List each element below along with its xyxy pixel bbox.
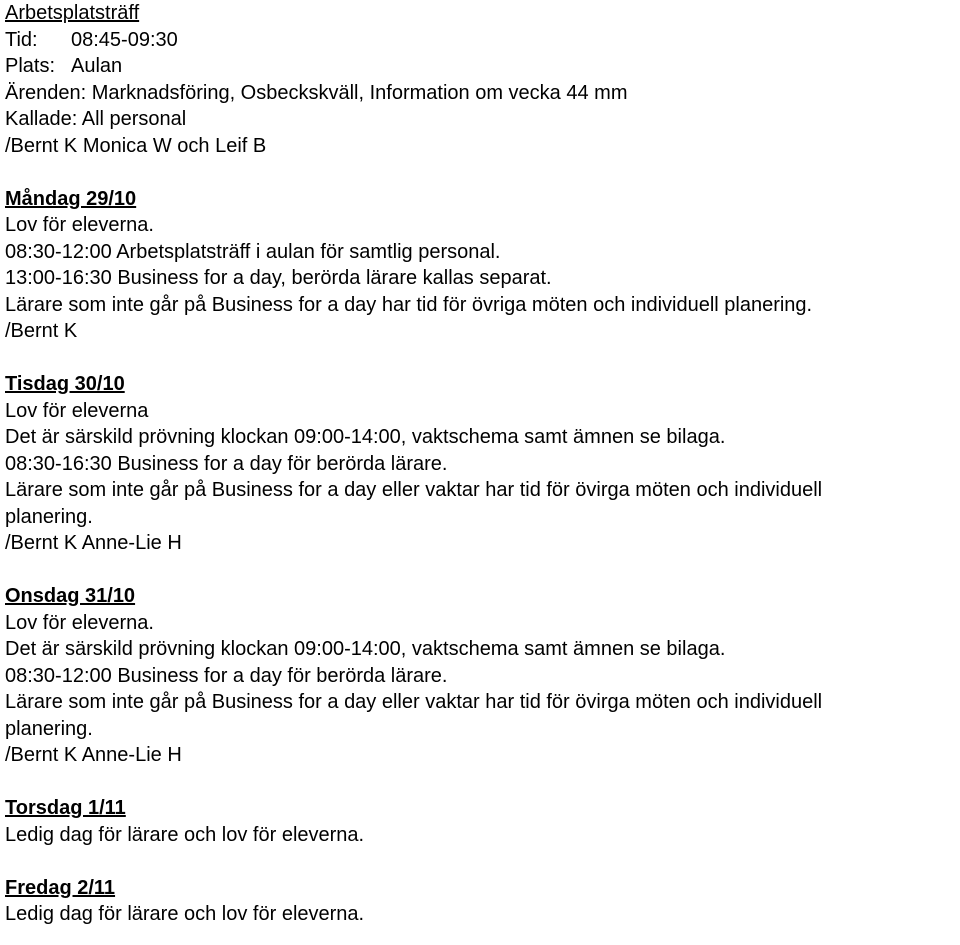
day-line: planering. (5, 505, 93, 528)
day-heading: Måndag 29/10 (5, 187, 137, 210)
day-line: Det är särskild prövning klockan 09:00-14:00, vaktschema samt ämnen se bilaga. (5, 638, 726, 660)
place-value: Aulan (71, 55, 123, 77)
time-label: Tid: (5, 28, 38, 51)
day-heading: Onsdag 31/10 (5, 585, 136, 607)
spacer (5, 848, 960, 875)
day-section-thursday (5, 795, 960, 848)
meeting-info-section (5, 0, 960, 159)
day-line: Lov för eleverna (5, 399, 149, 422)
spacer (5, 345, 960, 372)
meeting-place (5, 53, 960, 80)
day-line: 13:00-16:30 Business for a day, berörda lärare kallas separat. (5, 267, 552, 289)
day-signature: /Bernt K Anne-Lie H (5, 532, 182, 554)
day-signature: /Bernt K Anne-Lie H (5, 744, 182, 766)
meeting-time (5, 27, 960, 54)
day-section-friday (5, 875, 960, 928)
time-value: 08:45-09:30 (71, 28, 178, 51)
day-line: Ledig dag för lärare och lov för eleverna. (5, 823, 365, 846)
day-line: Lärare som inte går på Business for a day har tid för övriga möten och individuell planering. (5, 293, 813, 316)
day-line: Lov för eleverna. (5, 611, 154, 634)
day-line: Det är särskild prövning klockan 09:00-14:00, vaktschema samt ämnen se bilaga. (5, 426, 726, 448)
day-line: 08:30-16:30 Business for a day för berörda lärare. (5, 452, 448, 475)
day-section-wednesday (5, 583, 960, 769)
day-line: Lärare som inte går på Business for a day eller vaktar har tid för övirga möten och individuell (5, 479, 823, 501)
meeting-title: Arbetsplatsträff (5, 2, 140, 24)
day-section-monday (5, 186, 960, 345)
day-line: planering. (5, 717, 93, 740)
spacer (5, 557, 960, 584)
spacer (5, 769, 960, 796)
meeting-invited: Kallade: All personal (5, 108, 187, 130)
day-line: 08:30-12:00 Business for a day för berörda lärare. (5, 664, 448, 687)
meeting-agenda: Ärenden: Marknadsföring, Osbeckskväll, Information om vecka 44 mm (5, 81, 628, 104)
day-heading: Tisdag 30/10 (5, 373, 125, 395)
day-line: 08:30-12:00 Arbetsplatsträff i aulan för samtlig personal. (5, 240, 501, 263)
document-page (5, 0, 960, 928)
day-section-tuesday (5, 371, 960, 557)
spacer (5, 159, 960, 186)
day-line: Lärare som inte går på Business for a day eller vaktar har tid för övirga möten och individuell (5, 691, 823, 713)
day-line: Ledig dag för lärare och lov för eleverna. (5, 903, 365, 925)
place-label: Plats: (5, 55, 56, 77)
day-signature: /Bernt K (5, 320, 78, 342)
day-line: Lov för eleverna. (5, 214, 154, 236)
day-heading: Fredag 2/11 (5, 876, 116, 899)
meeting-signature: /Bernt K Monica W och Leif B (5, 134, 267, 157)
day-heading: Torsdag 1/11 (5, 797, 126, 819)
